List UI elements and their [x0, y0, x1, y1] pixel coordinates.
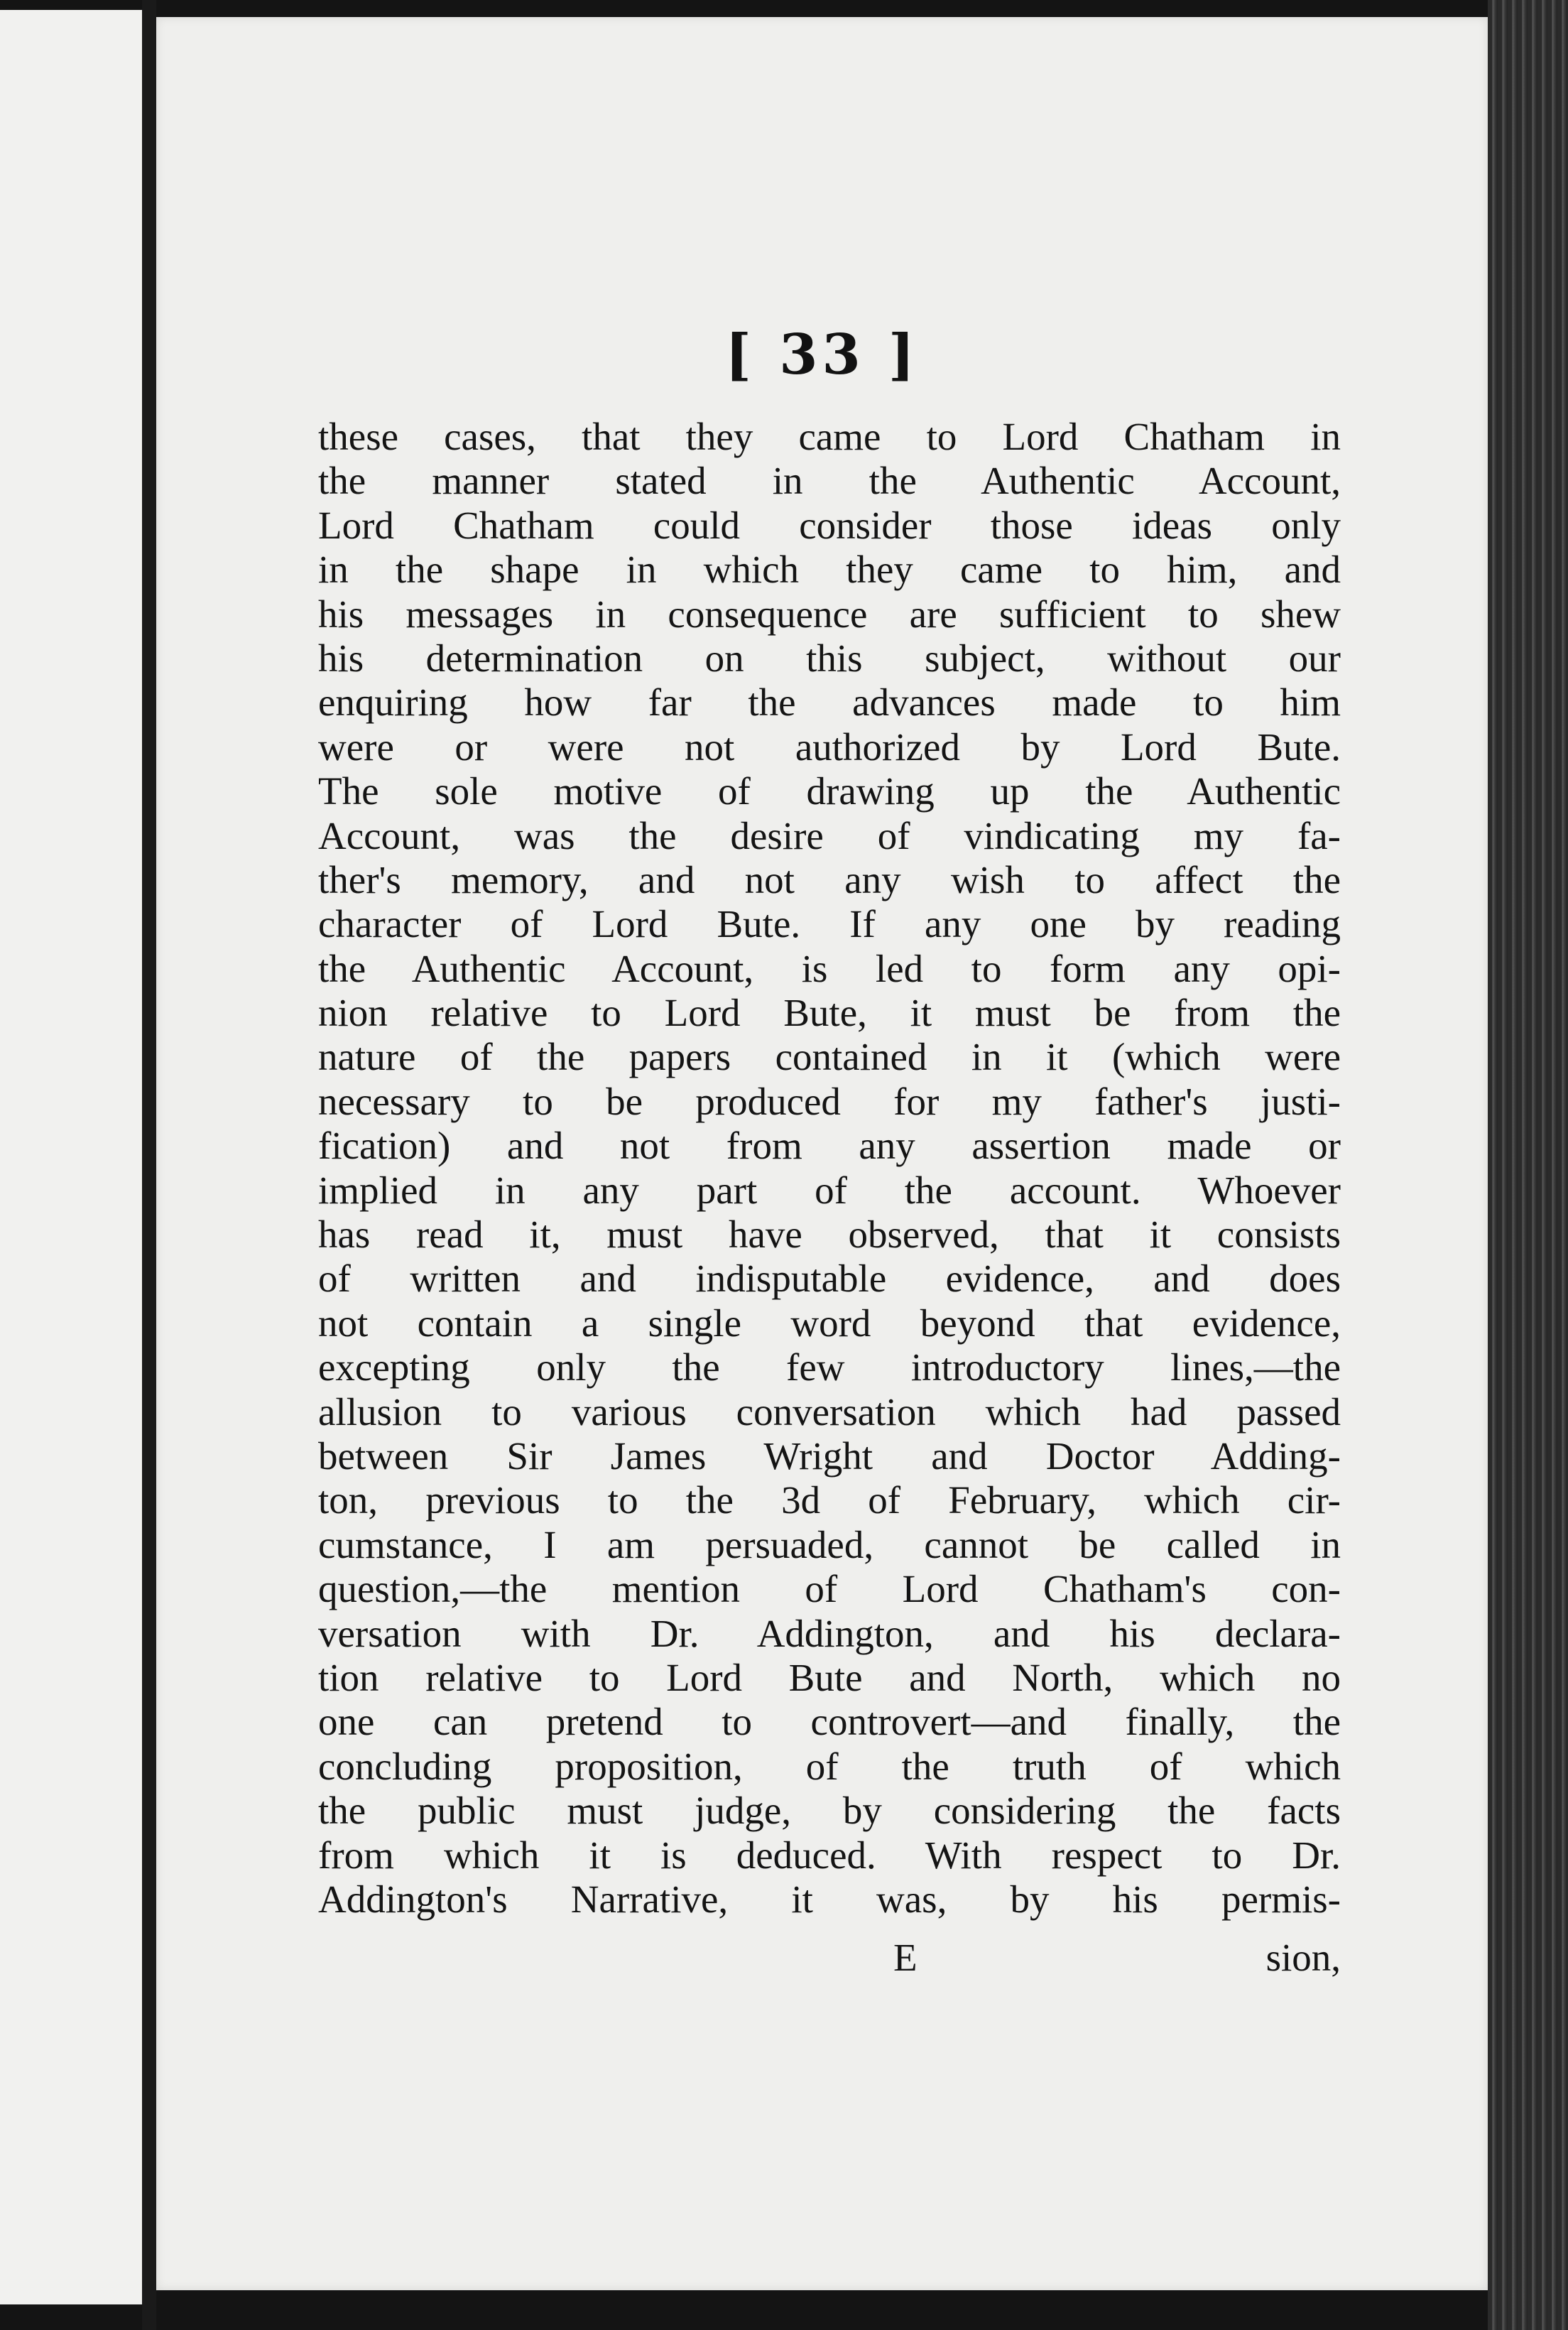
book-gutter [142, 0, 156, 2330]
book-page [156, 17, 1488, 2290]
book-page-edges [1488, 0, 1568, 2330]
text-line: were or were not authorized by Lord Bute. [318, 725, 1341, 769]
text-line: one can pretend to controvert—and finally, the [318, 1700, 1341, 1744]
text-line: his determination on this subject, without our [318, 636, 1341, 680]
text-line: tion relative to Lord Bute and North, which no [318, 1655, 1341, 1699]
text-line: cumstance, I am persuaded, cannot be called in [318, 1522, 1341, 1566]
text-line: the public must judge, by considering the facts [318, 1789, 1341, 1833]
text-line: fication) and not from any assertion made or [318, 1124, 1341, 1168]
text-line: has read it, must have observed, that it consists [318, 1213, 1341, 1257]
text-line: character of Lord Bute. If any one by reading [318, 902, 1341, 946]
text-line: Addington's Narrative, it was, by his permis- [318, 1877, 1341, 1921]
page-footer [318, 1935, 1341, 1979]
text-line: between Sir James Wright and Doctor Adding- [318, 1434, 1341, 1478]
text-line: allusion to various conversation which had passed [318, 1389, 1341, 1434]
text-line: Account, was the desire of vindicating my fa- [318, 813, 1341, 857]
text-line: versation with Dr. Addington, and his declara- [318, 1611, 1341, 1655]
text-line: from which it is deduced. With respect to Dr. [318, 1833, 1341, 1877]
text-line: implied in any part of the account. Whoever [318, 1168, 1341, 1212]
text-line: these cases, that they came to Lord Chatham in [318, 415, 1341, 458]
body-text [318, 415, 1341, 1922]
signature-mark: E [893, 1936, 918, 1979]
page-number: [ 33 ] [725, 323, 919, 387]
text-line: Lord Chatham could consider those ideas only [318, 503, 1341, 547]
text-line: The sole motive of drawing up the Authentic [318, 769, 1341, 813]
facing-page-edge [0, 10, 144, 2304]
text-line: the Authentic Account, is led to form any opi- [318, 946, 1341, 990]
text-line: excepting only the few introductory lines,—the [318, 1345, 1341, 1389]
text-line: nion relative to Lord Bute, it must be from the [318, 991, 1341, 1035]
text-line: nature of the papers contained in it (which were [318, 1035, 1341, 1079]
text-line: ton, previous to the 3d of February, which cir- [318, 1478, 1341, 1522]
catchword: sion, [1265, 1936, 1341, 1979]
text-line: necessary to be produced for my father's justi- [318, 1079, 1341, 1123]
text-line: ther's memory, and not any wish to affect the [318, 857, 1341, 901]
text-line: in the shape in which they came to him, and [318, 548, 1341, 592]
text-line: of written and indisputable evidence, and does [318, 1257, 1341, 1301]
text-line: enquiring how far the advances made to him [318, 681, 1341, 725]
text-line: the manner stated in the Authentic Account, [318, 459, 1341, 503]
text-line: concluding proposition, of the truth of which [318, 1744, 1341, 1788]
text-line: not contain a single word beyond that evidence, [318, 1301, 1341, 1345]
text-line: his messages in consequence are sufficient to shew [318, 592, 1341, 636]
text-line: question,—the mention of Lord Chatham's con- [318, 1567, 1341, 1611]
